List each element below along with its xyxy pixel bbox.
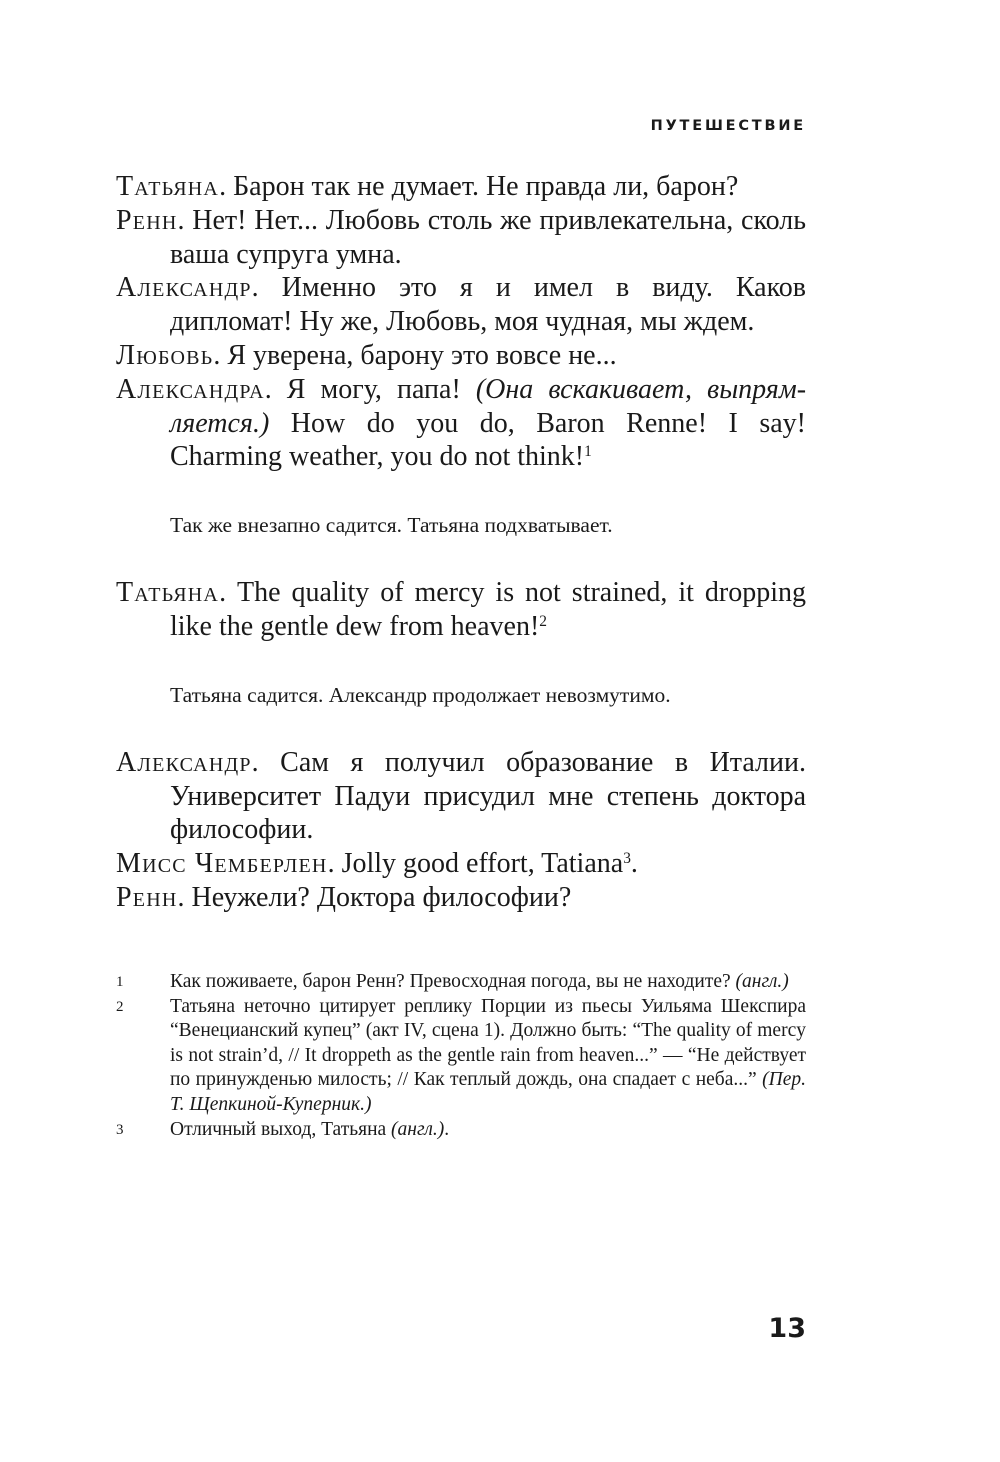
footnote-number: 1: [116, 974, 124, 990]
speaker-name: Ренн: [116, 881, 178, 913]
footnote-text: [170, 995, 806, 1118]
footnote-text: [170, 970, 806, 995]
speech: Любовь. Я уверена, барону это вовсе не...: [116, 339, 617, 371]
speaker-name: Александра: [116, 373, 265, 405]
speech-text: Я могу, папа!: [286, 373, 461, 405]
speech-text: Сам я получил образование в Италии. Университет Падуи присудил мне степень доктора философии.: [170, 746, 806, 846]
speaker-name: Александр: [116, 746, 252, 778]
footnote-body: Как поживаете, барон Ренн? Превосходная погода, вы не находите?: [170, 971, 731, 992]
footnote-ref[interactable]: 1: [584, 443, 592, 461]
footnote-after: .: [444, 1118, 450, 1140]
footnote: [116, 1118, 806, 1143]
stage-direction: Так же внезапно садится. Татьяна подхватывает.: [170, 513, 613, 538]
speech: Александра. Я могу, папа! (Она вскакивает, выпрямляется.) How do you do, Baron Renne! I say! Charming weather, you do not think!$^1$: [116, 373, 807, 473]
stage-direction-inline: (Она вскакивает, выпрямляется.): [170, 373, 807, 439]
running-head: ПУТЕШЕСТВИЕ: [650, 118, 806, 134]
speech: Ренн. Неужели? Доктора философии?: [116, 881, 572, 913]
speech: Мисс Чемберлен. Jolly good effort, Tatiana$^3$.: [116, 848, 638, 880]
footnote-number: 2: [116, 998, 124, 1015]
speech-text: The quality of mercy is not strained, it dropping like the gentle dew from heaven!: [170, 577, 807, 642]
speech-text: Jolly good effort, Tatiana: [341, 848, 624, 880]
speech-text: Нет! Нет... Любовь столь же привлекательна, сколь ваша супруга умна.: [170, 204, 807, 270]
speech: Татьяна. The quality of mercy is not strained, it dropping like the gentle dew from heaven!$^2$: [116, 577, 807, 642]
speech: Ренн. Нет! Нет... Любовь столь же привлекательна, сколь ваша супруга умна.: [116, 204, 807, 270]
speech-text: Неужели? Доктора философии?: [191, 881, 572, 913]
speech: Александр. Именно это я и имел в виду. Каков дипломат! Ну же, Любовь, моя чудная, мы ждем.: [116, 272, 807, 338]
footnote: [116, 995, 806, 1118]
speaker-name: Александр: [116, 272, 252, 304]
footnote-italic: (англ.): [735, 971, 789, 992]
stage-direction: Татьяна садится. Александр продолжает невозмутимо.: [170, 682, 671, 707]
footnote-ref[interactable]: 3: [623, 849, 631, 867]
speech: Александр. Сам я получил образование в Италии. Университет Падуи присудил мне степень доктора философии.: [116, 746, 806, 846]
speech-text: How do you do, Baron Renne! I say! Charming weather, you do not think!: [170, 407, 807, 473]
speaker-name: Ренн: [116, 204, 178, 236]
speaker-name: Любовь: [116, 339, 214, 371]
footnote-body: Отличный выход, Татьяна: [170, 1118, 387, 1140]
page-number: 13: [768, 1313, 806, 1344]
footnote-italic: (англ.): [391, 1118, 445, 1140]
footnote-body: Татьяна неточно цитирует реплику Порции из пьесы Уильяма Шекспира “Венецианский купец” (акт IV, сцена 1). Должно быть: “The quality of mercy is not strain’d, // It droppeth as the gentle rain from heaven...” — “Не действует по принужденью милость; // Как теплый дождь, она спадает с неба...”: [170, 995, 806, 1091]
speech: Татьяна. Барон так не думает. Не правда ли, барон?: [116, 171, 739, 202]
speaker-name: Мисс Чемберлен: [116, 848, 328, 880]
speech-text: Барон так не думает. Не правда ли, барон?: [233, 171, 739, 202]
footnote-italic: (Пер. Т. Щепкиной-Куперник.): [170, 1069, 807, 1115]
play-text: [116, 170, 806, 915]
footnotes: [116, 970, 806, 1142]
speech-text: Я уверена, барону это вовсе не...: [227, 339, 617, 371]
speaker-name: Татьяна: [116, 171, 220, 202]
footnote: [116, 970, 806, 995]
speaker-name: Татьяна: [116, 577, 220, 609]
footnote-text: [170, 1118, 806, 1143]
speech-text: .: [630, 848, 638, 880]
footnote-ref[interactable]: 2: [539, 612, 547, 630]
speech-text: Именно это я и имел в виду. Каков дипломат! Ну же, Любовь, моя чудная, мы ждем.: [170, 272, 807, 338]
footnote-number: 3: [116, 1121, 124, 1138]
